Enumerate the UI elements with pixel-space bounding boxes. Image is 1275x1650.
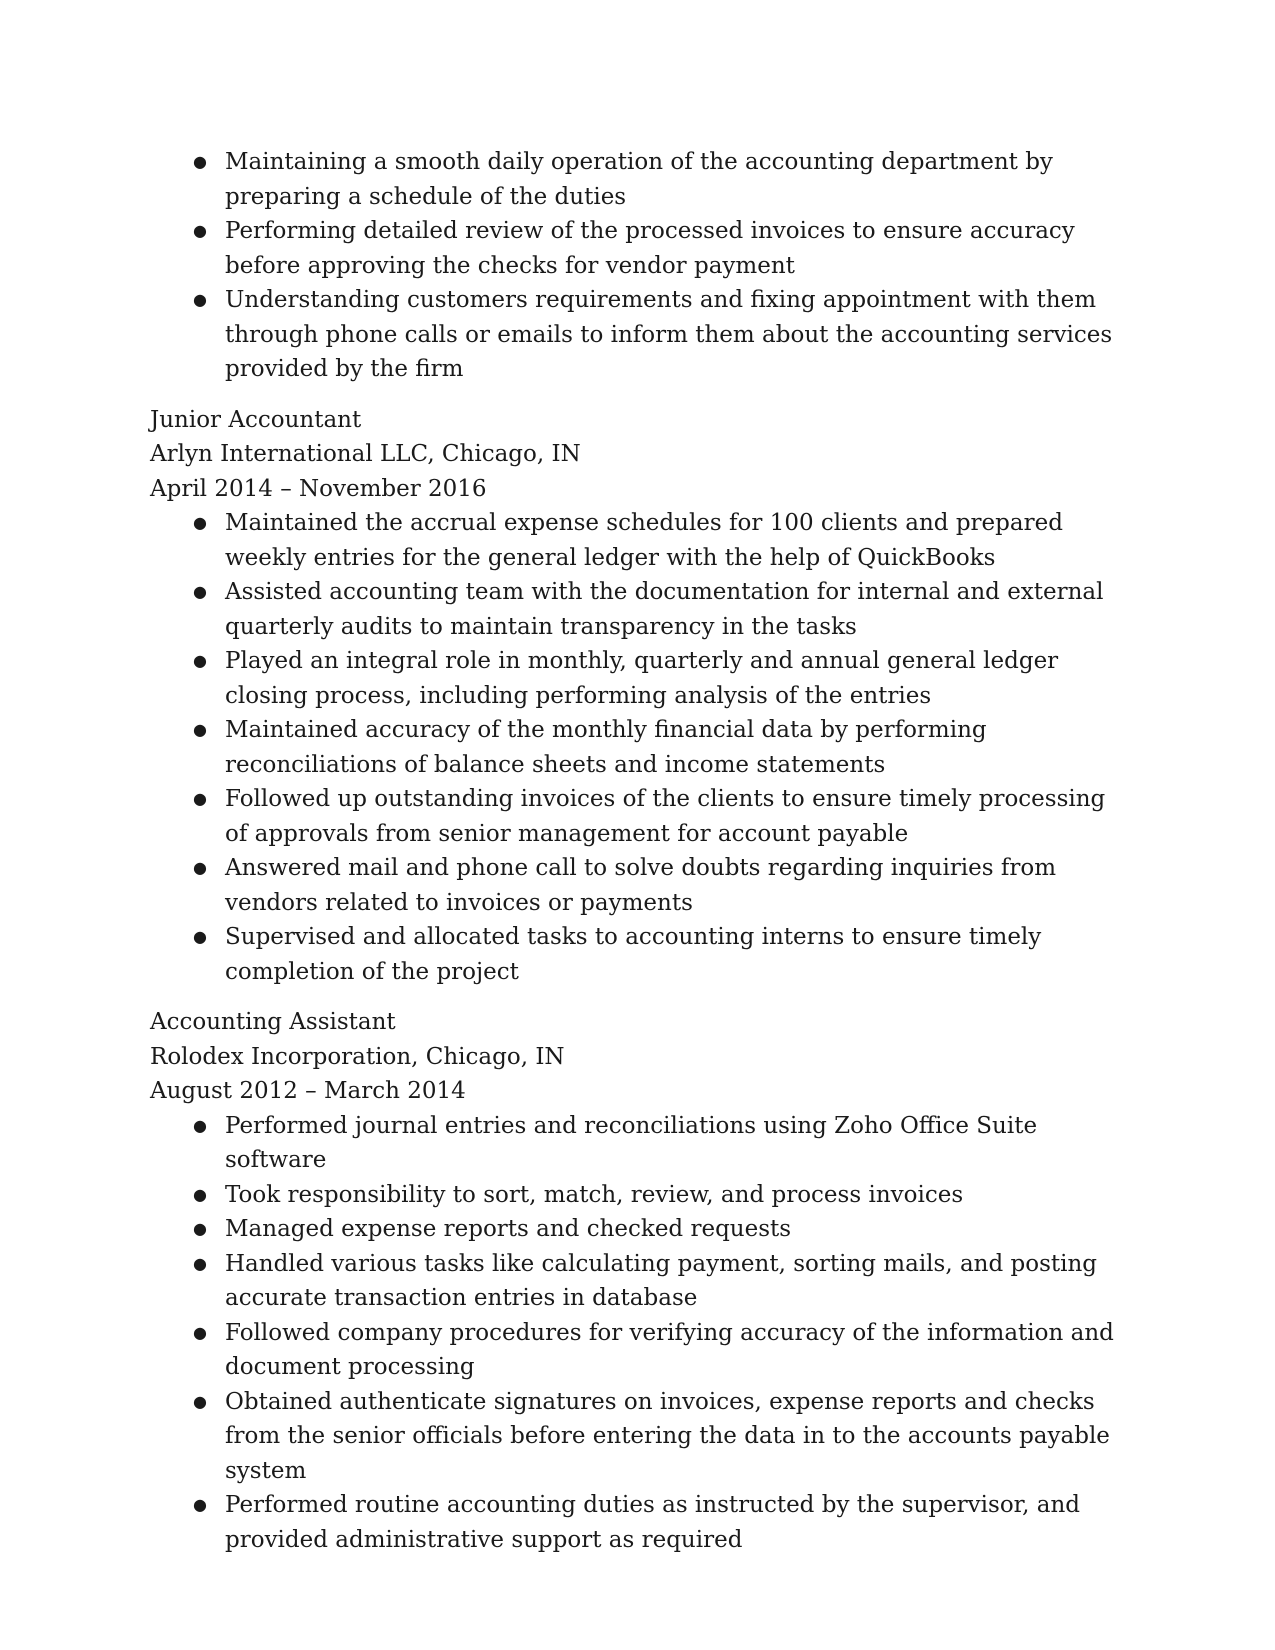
bullet-item: ● Played an integral role in monthly, quarterly and annual general ledger closing process, including performing analysis of the entries [150, 644, 1130, 713]
bullet-icon: ● [193, 651, 207, 670]
bullet-icon: ● [193, 152, 207, 171]
bullet-item: ● Handled various tasks like calculating payment, sorting mails, and posting accurate transaction entries in database [150, 1247, 1130, 1316]
bullet-item: ● Took responsibility to sort, match, review, and process invoices [150, 1178, 1130, 1213]
bullet-item: ● Maintained accuracy of the monthly financial data by performing reconciliations of balance sheets and income statements [150, 713, 1130, 782]
job-title: Accounting Assistant [150, 1009, 396, 1035]
bullet-icon: ● [193, 582, 207, 601]
job-section [150, 1005, 1130, 1557]
bullet-icon: ● [193, 1495, 207, 1514]
bullet-icon: ● [193, 927, 207, 946]
intro-bullet-list [150, 145, 1130, 387]
bullet-item: ● Understanding customers requirements and fixing appointment with them through phone calls or emails to inform them about the accounting services provided by the firm [150, 283, 1130, 387]
job-bullet-list [150, 506, 1130, 989]
bullet-item: ● Performing detailed review of the processed invoices to ensure accuracy before approving the checks for vendor payment [150, 214, 1130, 283]
bullet-item: ● Maintained the accrual expense schedules for 100 clients and prepared weekly entries for the general ledger with the help of QuickBooks [150, 506, 1130, 575]
bullet-icon: ● [193, 221, 207, 240]
job-title: Junior Accountant [150, 406, 362, 433]
bullet-icon: ● [193, 789, 207, 808]
bullet-icon: ● [193, 1184, 207, 1204]
bullet-item: ● Supervised and allocated tasks to accounting interns to ensure timely completion of the project [150, 920, 1130, 989]
resume-content [150, 145, 1130, 1557]
bullet-item: ● Performed journal entries and reconciliations using Zoho Office Suite software [150, 1109, 1130, 1178]
bullet-item: ● Managed expense reports and checked requests [150, 1212, 1130, 1247]
bullet-icon: ● [193, 1391, 207, 1411]
bullet-icon: ● [193, 720, 207, 739]
bullet-icon: ● [193, 513, 207, 532]
bullet-icon: ● [193, 858, 207, 877]
bullet-item: ● Answered mail and phone call to solve doubts regarding inquiries from vendors related to invoices or payments [150, 851, 1130, 920]
job-company: Arlyn International LLC, Chicago, IN [150, 441, 581, 467]
bullet-icon: ● [193, 1115, 207, 1135]
bullet-item: ● Maintaining a smooth daily operation of the accounting department by preparing a schedule of the duties [150, 145, 1130, 214]
job-section [150, 403, 1130, 990]
bullet-icon: ● [193, 290, 207, 309]
bullet-item: ● Performed routine accounting duties as instructed by the supervisor, and provided administrative support as required [150, 1488, 1130, 1557]
bullet-item: ● Obtained authenticate signatures on invoices, expense reports and checks from the senior officials before entering the data in to the accounts payable system [150, 1385, 1130, 1489]
job-company: Rolodex Incorporation, Chicago, IN [150, 1043, 565, 1070]
bullet-item: ● Followed up outstanding invoices of the clients to ensure timely processing of approvals from senior management for account payable [150, 782, 1130, 851]
job-bullet-list [150, 1109, 1130, 1558]
job-dates: April 2014 – November 2016 [150, 475, 487, 502]
job-dates: August 2012 – March 2014 [150, 1078, 466, 1104]
bullet-icon: ● [193, 1253, 207, 1273]
bullet-item: ● Assisted accounting team with the documentation for internal and external quarterly audits to maintain transparency in the tasks [150, 575, 1130, 644]
bullet-item: ● Followed company procedures for verifying accuracy of the information and document processing [150, 1316, 1130, 1385]
bullet-icon: ● [193, 1219, 207, 1238]
bullet-icon: ● [193, 1322, 207, 1342]
